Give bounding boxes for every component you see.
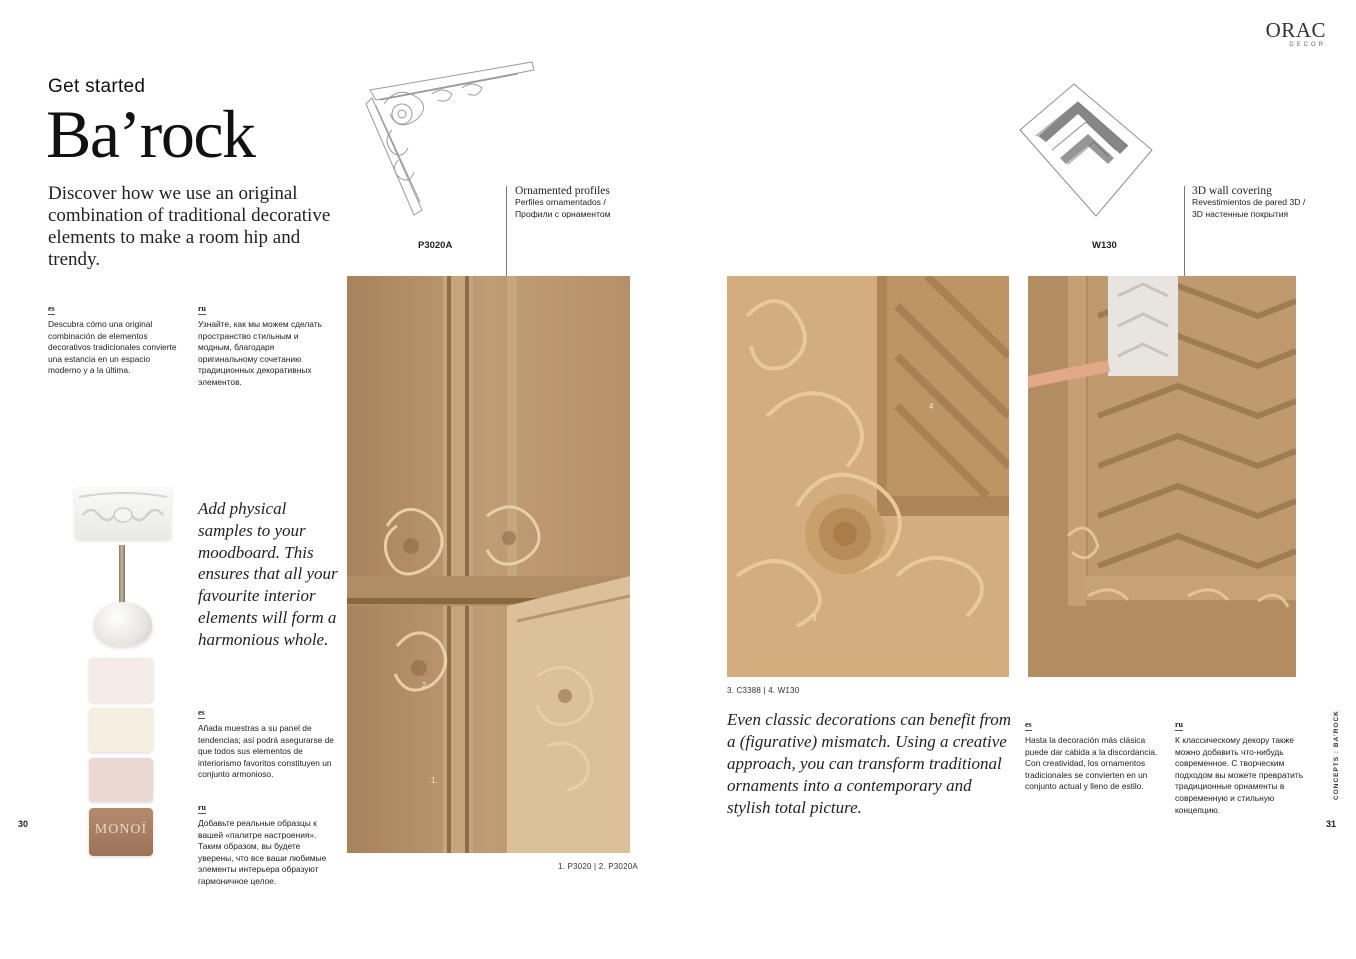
callout-title-1: Ornamented profiles bbox=[515, 185, 610, 197]
section-side-label: CONCEPTS : BA’ROCK bbox=[1333, 710, 1340, 800]
ru-quote-block bbox=[198, 797, 338, 888]
photo-label-4: 4 bbox=[929, 402, 934, 411]
caption-left: 1. P3020 | 2. P3020A bbox=[558, 862, 638, 871]
sketch-code-p3020a: P3020A bbox=[418, 240, 453, 251]
es-label: es bbox=[1025, 720, 1032, 729]
callout-title-2: 3D wall covering bbox=[1192, 185, 1272, 197]
section-kicker: Get started bbox=[48, 76, 146, 97]
soap-sample-3 bbox=[89, 758, 153, 802]
moulding-ornament-icon bbox=[75, 487, 171, 539]
wall-covering-sketch-icon bbox=[1016, 80, 1156, 230]
sketch-code-w130: W130 bbox=[1092, 240, 1117, 251]
sketch-p3020a bbox=[362, 60, 537, 235]
es-intro-text: Descubra cómo una original combinación de elementos decorativos tradicionales convierte una estancia en un espacio moderno y a la última. bbox=[48, 319, 177, 376]
soap-sample-4 bbox=[89, 808, 153, 856]
photo-label-1: 1. bbox=[431, 776, 438, 785]
intro-paragraph: Discover how we use an original combination of traditional decorative elements to make a room hip and trendy. bbox=[48, 183, 331, 270]
callout-ornamented-profiles bbox=[515, 185, 655, 220]
callout-3d-wall-covering bbox=[1192, 185, 1332, 220]
es-quote-text: Añada muestras a su panel de tendencias; así podrá asegurarse de que todos sus elementos de interiorismo favoritos constituyen un conjunto armonioso. bbox=[198, 723, 334, 780]
quote-left: Add physical samples to your moodboard. This ensures that all your favourite interior elements will form a harmonious whole. bbox=[198, 499, 338, 649]
callout-es-2: Revestimientos de pared 3D / bbox=[1192, 197, 1306, 207]
page-number-right: 31 bbox=[1326, 819, 1337, 829]
photo-p3020-image bbox=[347, 276, 630, 853]
ru-right-block bbox=[1175, 714, 1305, 816]
photo-label-2: 2 bbox=[422, 681, 427, 690]
ru-right-text: К классическому декору также можно добавить что-нибудь современное. С творческим подходом вы можете превратить традиционные орнаменты в современную и стильную концепцию. bbox=[1175, 735, 1304, 815]
photo-c3388-image bbox=[727, 276, 1009, 677]
ru-quote-text: Добавьте реальные образцы к вашей «палитре настроения». Таким образом, вы будете уверены, что все ваши любимые элементы интерьера образуют гармоничное целое. bbox=[198, 818, 327, 886]
callout-ru-2: 3D настенные покрытия bbox=[1192, 208, 1289, 219]
ru-label: ru bbox=[198, 304, 206, 313]
photo-w130 bbox=[1028, 276, 1296, 677]
es-intro-block bbox=[48, 298, 178, 377]
ornamented-profile-sketch-icon bbox=[362, 60, 537, 230]
sketch-w130 bbox=[1016, 80, 1156, 235]
ru-label: ru bbox=[198, 803, 206, 812]
page-number-left: 30 bbox=[18, 819, 29, 829]
soap-sample-2 bbox=[89, 708, 153, 752]
photo-w130-image bbox=[1028, 276, 1296, 677]
knob-sample-image bbox=[94, 602, 152, 646]
page-title: Ba’rock bbox=[46, 96, 255, 172]
quote-right: Even classic decorations can benefit from a (figurative) mismatch. Using a creative approach, you can transform traditional ornaments into a contemporary and stylish total picture. bbox=[727, 710, 1012, 817]
callout-ru-1: Профили с орнаментом bbox=[515, 208, 611, 219]
ru-intro-block bbox=[198, 298, 333, 389]
es-label: es bbox=[48, 304, 55, 313]
brand-name: ORAC bbox=[1265, 18, 1326, 42]
brand-logo bbox=[1266, 20, 1326, 48]
ru-intro-text: Узнайте, как мы можем сделать пространство стильным и модным, благодаря оригинальному сочетанию традиционных декоративных элементов. bbox=[198, 319, 322, 387]
photo-label-3: 3 bbox=[812, 614, 817, 623]
es-label: es bbox=[198, 708, 205, 717]
es-quote-block bbox=[198, 702, 338, 781]
soap-label: MONOÏ bbox=[94, 822, 148, 837]
soap-sample-1 bbox=[89, 658, 153, 702]
caption-right: 3. C3388 | 4. W130 bbox=[727, 686, 800, 695]
photo-c3388 bbox=[727, 276, 1009, 677]
moulding-sample-image bbox=[75, 487, 171, 539]
callout-es-1: Perfiles ornamentados / bbox=[515, 197, 606, 207]
brand-sub: DECOR bbox=[1289, 42, 1326, 48]
ru-label: ru bbox=[1175, 720, 1183, 729]
photo-p3020 bbox=[347, 276, 630, 853]
es-right-block bbox=[1025, 714, 1160, 793]
es-right-text: Hasta la decoración más clásica puede dar cabida a la discordancia. Con creatividad, los ornamentos tradicionales se convierten en un conjunto actual y lleno de estilo. bbox=[1025, 735, 1158, 792]
